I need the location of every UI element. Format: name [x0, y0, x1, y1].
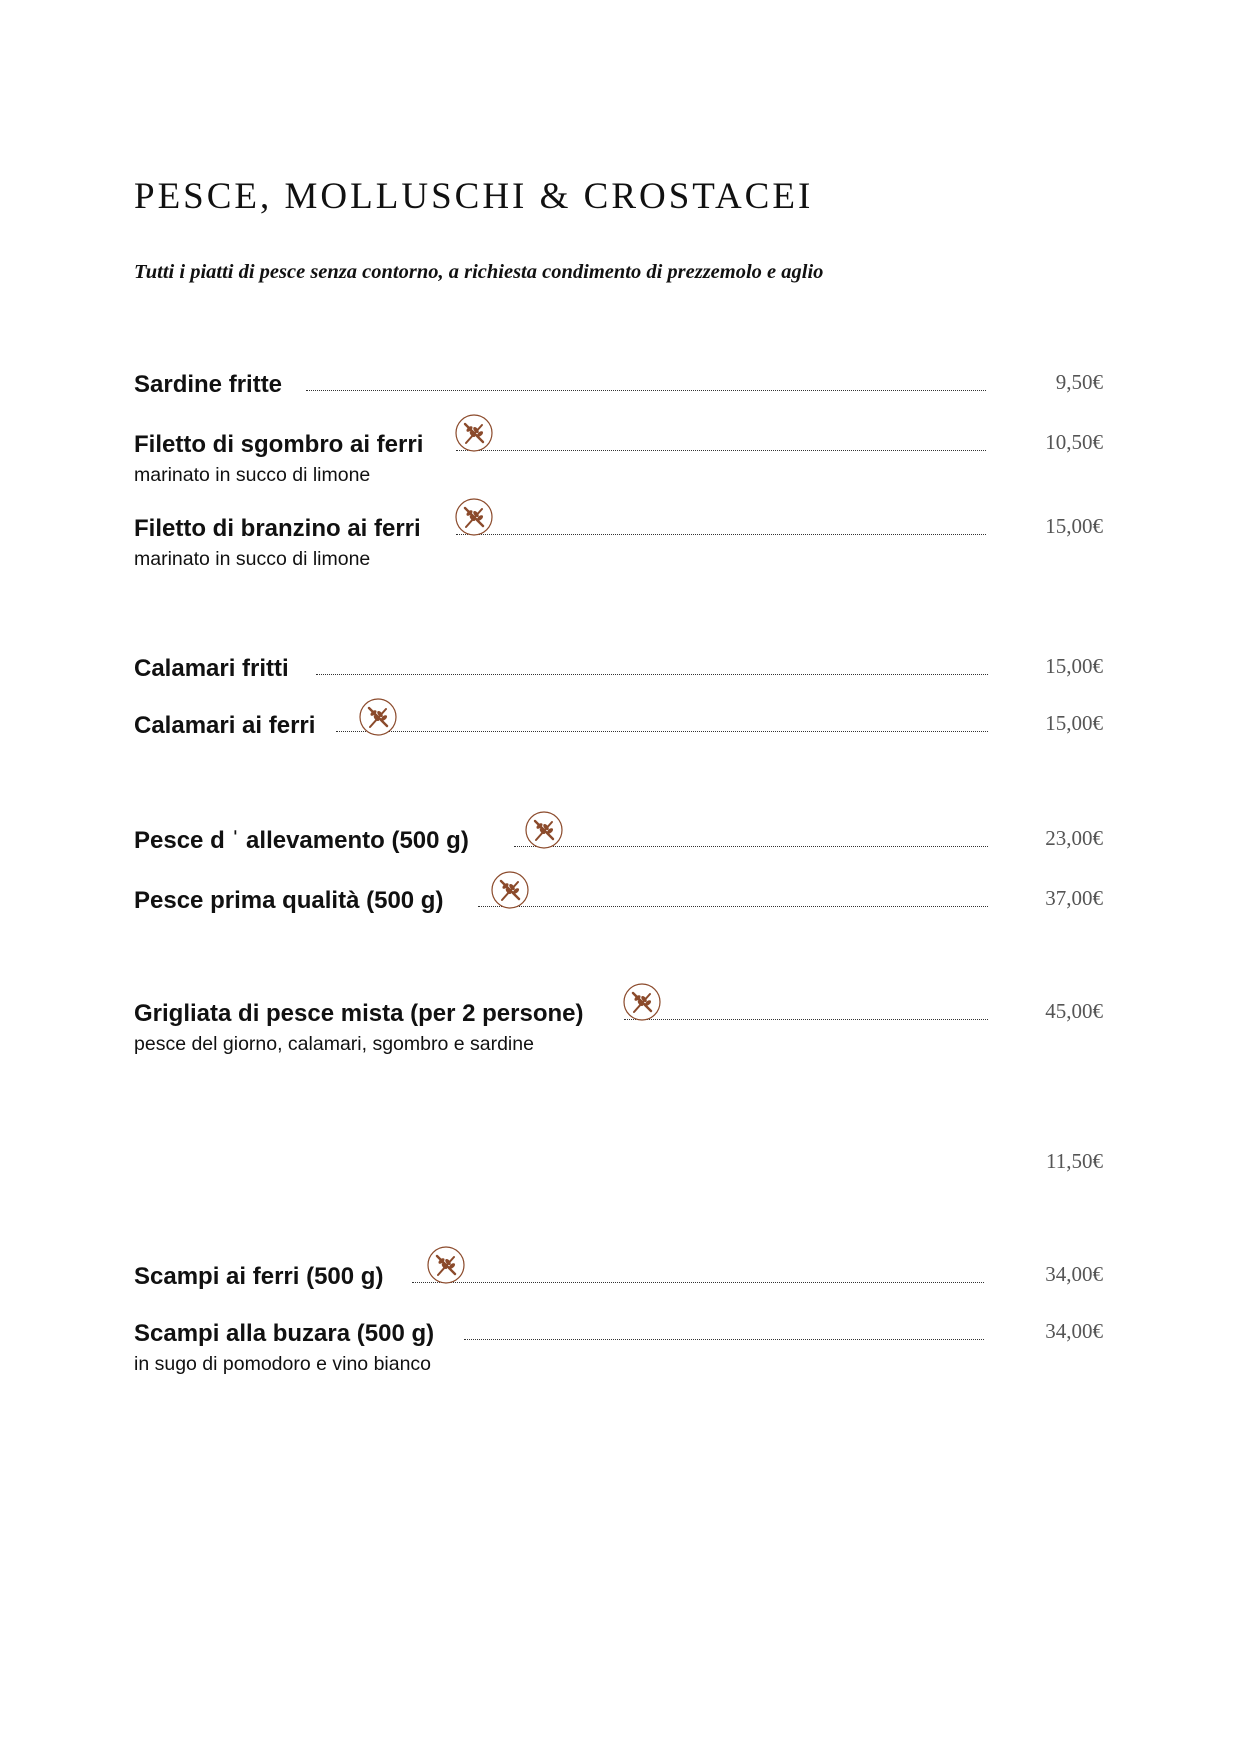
item-price: 9,50€ [1055, 370, 1103, 394]
dot-leader [336, 731, 988, 732]
item-price: 45,00€ [1045, 999, 1103, 1023]
dot-leader [478, 906, 988, 907]
item-name: Calamari fritti [134, 654, 299, 684]
item-price: 15,00€ [1045, 514, 1103, 538]
item-price: 23,00€ [1045, 826, 1103, 850]
menu-item-scampi-buzara [134, 1319, 1103, 1375]
item-name: Pesce d ˈ allevamento (500 g) [134, 826, 479, 856]
gluten-free-icon [454, 497, 494, 537]
item-name: Scampi ai ferri (500 g) [134, 1262, 393, 1292]
menu-item-pesce-prima-qualita [134, 886, 1103, 916]
item-price: 10,50€ [1045, 430, 1103, 454]
item-name: Filetto di sgombro ai ferri [134, 430, 433, 460]
item-price: 37,00€ [1045, 886, 1103, 910]
gluten-free-icon [454, 413, 494, 453]
dot-leader [316, 674, 988, 675]
dot-leader [412, 1282, 984, 1283]
item-price: 15,00€ [1045, 654, 1103, 678]
gluten-free-icon [622, 982, 662, 1022]
item-name: Scampi alla buzara (500 g) [134, 1319, 444, 1349]
page-title: PESCE, MOLLUSCHI & CROSTACEI [134, 176, 814, 217]
gluten-free-icon [490, 870, 530, 910]
dot-leader [514, 846, 988, 847]
item-description: pesce del giorno, calamari, sgombro e sardine [134, 1033, 534, 1055]
menu-item-pesce-allevamento [134, 826, 1103, 856]
dot-leader [306, 390, 986, 391]
item-name: Grigliata di pesce mista (per 2 persone) [134, 999, 593, 1029]
item-description: marinato in succo di limone [134, 548, 371, 570]
item-price: 15,00€ [1045, 711, 1103, 735]
menu-item-sardine-fritte [134, 370, 1103, 400]
dot-leader [464, 1339, 984, 1340]
gluten-free-icon [358, 697, 398, 737]
item-description: marinato in succo di limone [134, 464, 371, 486]
item-description: in sugo di pomodoro e vino bianco [134, 1353, 432, 1375]
menu-item-filetto-sgombro [134, 430, 1103, 486]
item-name: Calamari ai ferri [134, 711, 325, 741]
page-subtitle: Tutti i piatti di pesce senza contorno, a richiesta condimento di prezzemolo e aglio [134, 261, 824, 283]
standalone-price: 11,50€ [1046, 1149, 1103, 1173]
gluten-free-icon [524, 810, 564, 850]
dot-leader [456, 450, 986, 451]
item-name: Pesce prima qualità (500 g) [134, 886, 453, 916]
dot-leader [456, 534, 986, 535]
item-price: 34,00€ [1045, 1262, 1103, 1286]
menu-item-calamari-fritti [134, 654, 1103, 684]
item-name: Filetto di branzino ai ferri [134, 514, 431, 544]
gluten-free-icon [426, 1245, 466, 1285]
item-name: Sardine fritte [134, 370, 292, 400]
dot-leader [624, 1019, 988, 1020]
menu-item-filetto-branzino [134, 514, 1103, 570]
item-price: 34,00€ [1045, 1319, 1103, 1343]
menu-item-grigliata-mista [134, 999, 1103, 1055]
menu-item-calamari-ferri [134, 711, 1103, 741]
menu-item-scampi-ferri [134, 1262, 1103, 1292]
